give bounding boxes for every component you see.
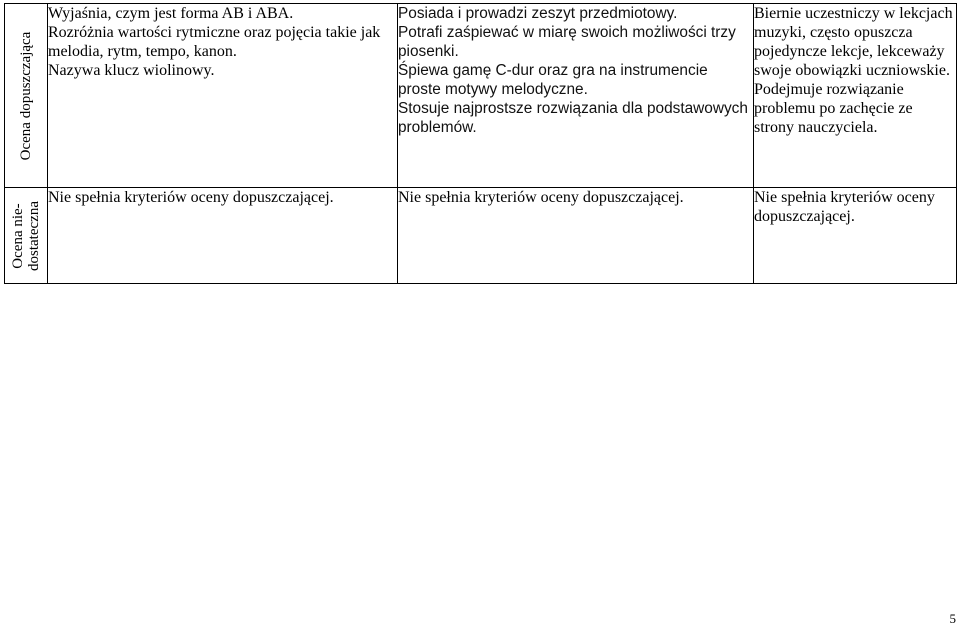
knowledge-text: Wyjaśnia, czym jest forma AB i ABA. Rozróżnia wartości rytmiczne oraz pojęcia takie jak melodia, rytm, tempo, kanon. Nazywa klucz wiolinowy. <box>48 5 381 79</box>
grade-label: Ocena nie-dostateczna <box>10 200 42 271</box>
skills-cell <box>398 4 754 188</box>
grading-criteria-table <box>4 3 957 284</box>
knowledge-cell <box>48 188 398 284</box>
grade-label-cell <box>5 188 48 284</box>
skills-text: Nie spełnia kryteriów oceny dopuszczającej. <box>398 189 684 206</box>
table-row <box>5 4 957 188</box>
table-row <box>5 188 957 284</box>
knowledge-text: Nie spełnia kryteriów oceny dopuszczającej. <box>48 189 334 206</box>
attitude-cell <box>754 188 957 284</box>
knowledge-cell <box>48 4 398 188</box>
attitude-text: Biernie uczestniczy w lekcjach muzyki, często opuszcza pojedyncze lekcje, lekceważy swoje obowiązki uczniowskie. Podejmuje rozwiązanie problemu po zachęcie ze strony nauczyciela. <box>754 5 953 136</box>
grade-label-cell <box>5 4 48 188</box>
grade-label: Ocena dopuszczająca <box>18 31 34 160</box>
attitude-cell <box>754 4 957 188</box>
page-number: 5 <box>949 611 956 626</box>
attitude-text: Nie spełnia kryteriów oceny dopuszczającej. <box>754 189 935 225</box>
skills-text: Posiada i prowadzi zeszyt przedmiotowy. Potrafi zaśpiewać w miarę swoich możliwości trzy piosenki. Śpiewa gamę C-dur oraz gra na instrumencie proste motywy melodyczne. Stosuje najprostsze rozwiązania dla podstawowych problemów. <box>398 5 748 136</box>
skills-cell <box>398 188 754 284</box>
